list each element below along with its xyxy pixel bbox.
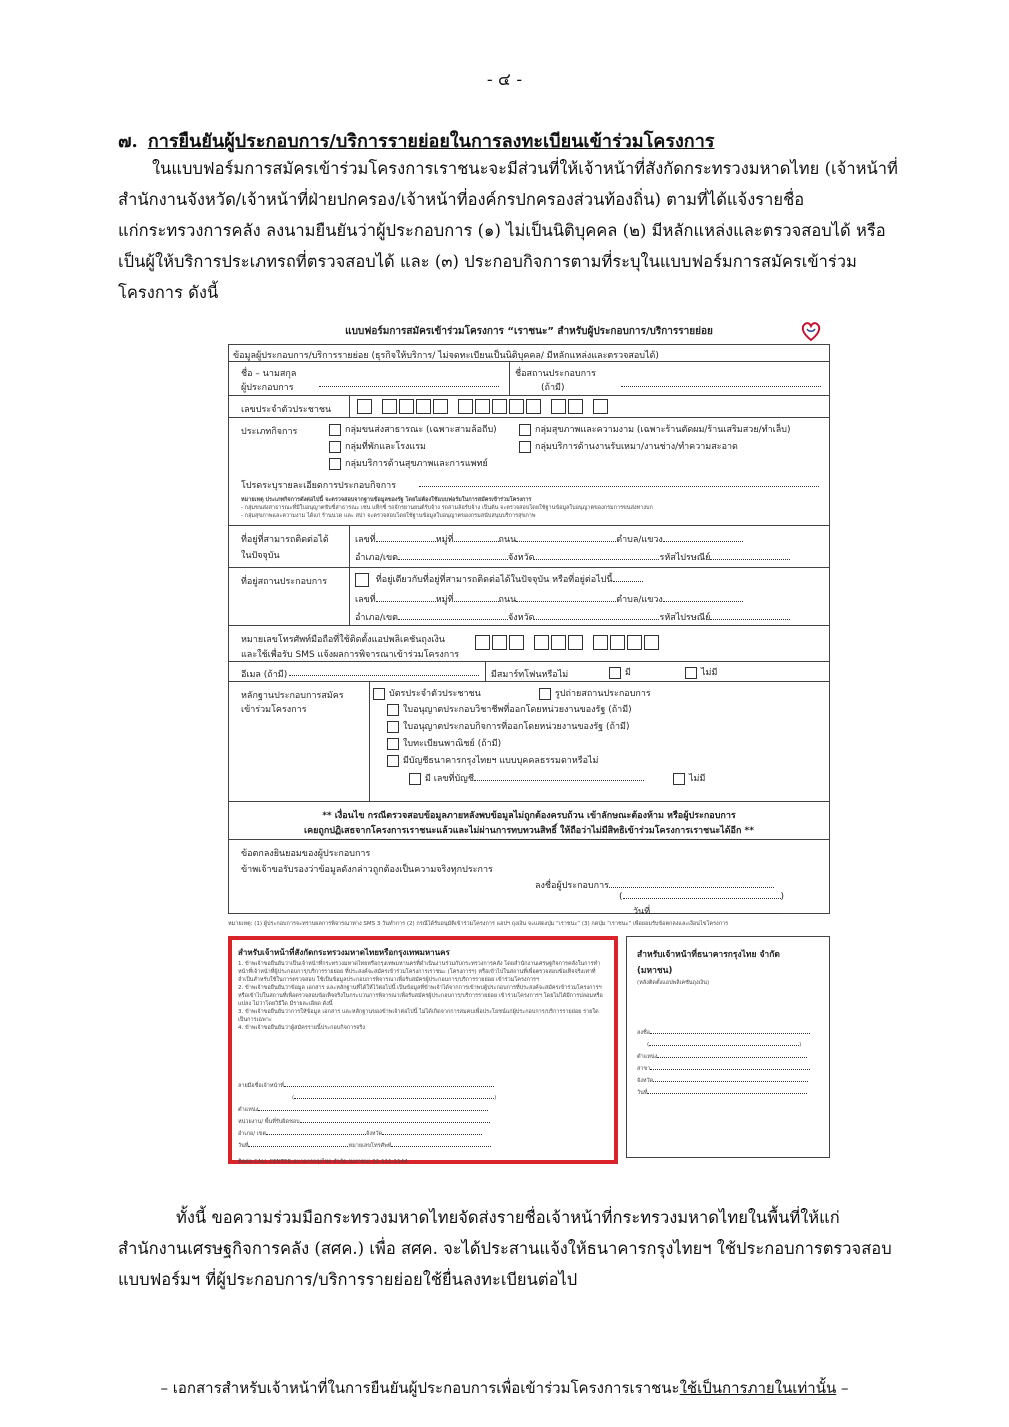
- business-address-label: ที่อยู่สถานประกอบการ: [241, 577, 328, 587]
- footer-underlined: ใช้เป็นการภายในเท่านั้น: [679, 1379, 837, 1397]
- same-address-option[interactable]: ที่อยู่เดียวกับที่อยู่ที่สามารถติดต่อได้ในปัจจุบัน หรือที่อยู่ต่อไปนี้: [355, 572, 643, 587]
- business-option[interactable]: กลุ่มบริการด้านสุขภาพและการแพทย์: [329, 456, 488, 470]
- name-label-2: ผู้ประกอบการ: [241, 383, 294, 393]
- closing-line: ทั้งนี้ ขอความร่วมมือกระทรวงมหาดไทยจัดส่งรายชื่อเจ้าหน้าที่กระทรวงมหาดไทยในพื้นที่ให้แก่: [176, 1208, 840, 1227]
- phone-number-boxes[interactable]: [475, 635, 659, 650]
- bank-officer-section: [626, 936, 830, 1158]
- bank-date-field[interactable]: วันที่: [637, 1089, 807, 1097]
- form-title: แบบฟอร์มการสมัครเข้าร่วมโครงการ “เราชนะ” สำหรับผู้ประกอบการ/บริการรายย่อย: [345, 326, 713, 337]
- contact-address-line-1[interactable]: เลขที่ หมู่ที่ ถนน ตำบล/แขวง: [355, 532, 743, 546]
- bank-province-field[interactable]: จังหวัด: [637, 1077, 808, 1085]
- rao-chana-logo-icon: [798, 318, 824, 344]
- id-label: เลขประจำตัวประชาชน: [241, 405, 332, 415]
- signature-field[interactable]: ลงชื่อผู้ประกอบการ: [535, 878, 774, 892]
- business-option[interactable]: กลุ่มขนส่งสาธารณะ (เฉพาะสามล้อถีบ): [329, 422, 497, 436]
- intro-line: ในแบบฟอร์มการสมัครเข้าร่วมโครงการเราชนะจะมีส่วนที่ให้เจ้าหน้าที่สังกัดกระทรวงมหาดไทย (เจ้าหน้าที่: [152, 159, 898, 178]
- call-center-note: ติดต่อ CALL CENTER ธนาคารกรุงไทย จำกัด (มหาชน) 02-111-1144: [238, 1159, 408, 1165]
- bank-sign-field[interactable]: ลงชื่อ: [637, 1029, 810, 1037]
- form-table: [228, 344, 830, 917]
- footer-text: – เอกสารสำหรับเจ้าหน้าที่ในการยืนยันผู้ประกอบการเพื่อเข้าร่วมโครงการเราชนะ: [160, 1379, 680, 1397]
- footer-dash: –: [840, 1379, 849, 1397]
- form-bottom-note: หมายเหตุ: (1) ผู้ประกอบการจะทราบผลการพิจารณาทาง SMS 3 วันทำการ (2) กรณีได้รับอนุมัติเข้าร่วมโครงการ แอปฯ ถุงเงิน จะแสดงปุ่ม “เราชนะ” (3) กดปุ่ม “เราชนะ” เพื่อยอมรับข้อตกลงและเงื่อนไขโครงการ: [228, 921, 729, 927]
- agreement-text: ข้าพเจ้าขอรับรองว่าข้อมูลดังกล่าวถูกต้องเป็นความจริงทุกประการ: [241, 865, 493, 875]
- evidence-option[interactable]: มีบัญชีธนาคารกรุงไทยฯ แบบบุคคลธรรมดาหรือไม่: [387, 753, 598, 767]
- intro-line: โครงการ ดังนี้: [118, 283, 219, 302]
- intro-line: สำนักงานจังหวัด/เจ้าหน้าที่ฝ่ายปกครอง/เจ้าหน้าที่องค์กรปกครองส่วนท้องถิ่น) ตามที่ได้แจ้งรายชื่อ: [118, 190, 805, 209]
- closing-paragraph: [118, 1202, 902, 1295]
- moi-district-province-field[interactable]: อำเภอ/ เขต จังหวัด: [238, 1130, 482, 1138]
- contact-address-label: ที่อยู่ที่สามารถติดต่อได้: [241, 535, 329, 545]
- name-field[interactable]: [319, 386, 499, 387]
- business-note: หมายเหตุ ประเภทกิจการดังต่อไปนี้ จะตรวจสอบจากฐานข้อมูลของรัฐ โดยไม่ต้องใช้แบบฟอร์มในการสมัครเข้าร่วมโครงการ - กลุ่มขนส่งสาธารณะที่มีใบอนุญาตขับขี่สาธารณะ เช่น แท็กซี่ รถจักรยานยนต์รับจ้าง รถสามล้อรับจ้าง เป็นต้น จะตรวจสอบโดยใช้ฐานข้อมูลใบอนุญาตของกรมการขนส่งทางบก - กลุ่มสุขภาพและความงาม ได้แก่ ร้านนวด และ สปา จะตรวจสอบโดยใช้ฐานข้อมูลใบอนุญาตของกรมสนับสนุนบริการสุขภาพ: [241, 497, 653, 519]
- bank-section-subtitle: (หลังติดตั้งแอปพลิเคชันถุงเงิน): [637, 980, 710, 986]
- shop-name-label: ชื่อสถานประกอบการ: [515, 369, 596, 379]
- moi-sign-field[interactable]: ลายมือชื่อเจ้าหน้าที่: [238, 1082, 494, 1090]
- moi-officer-section-highlight: [228, 936, 618, 1164]
- page-number: - ๔ -: [486, 70, 523, 90]
- heading-number: ๗.: [118, 131, 138, 152]
- moi-agency-field[interactable]: หน่วยงาน/ พื้นที่รับผิดชอบ: [238, 1118, 490, 1126]
- business-type-label: ประเภทกิจการ: [241, 427, 298, 437]
- describe-field[interactable]: [419, 486, 819, 487]
- evidence-option[interactable]: ใบทะเบียนพาณิชย์ (ถ้ามี): [387, 736, 501, 750]
- signature-name-field[interactable]: ( ): [619, 892, 785, 902]
- smartphone-no-option[interactable]: ไม่มี: [685, 665, 717, 679]
- shop-name-label-2: (ถ้ามี): [541, 383, 565, 393]
- bank-branch-field[interactable]: สาขา: [637, 1065, 810, 1073]
- describe-label: โปรดระบุรายละเอียดการประกอบกิจการ: [241, 481, 397, 491]
- email-label: อีเมล (ถ้ามี): [241, 670, 288, 680]
- agreement-title: ข้อตกลงยินยอมของผู้ประกอบการ: [241, 849, 371, 859]
- evidence-option[interactable]: รูปถ่ายสถานประกอบการ: [539, 686, 651, 700]
- shop-name-field[interactable]: [621, 386, 821, 387]
- closing-line: สำนักงานเศรษฐกิจการคลัง (สศค.) เพื่อ สศค. จะได้ประสานแจ้งให้ธนาคารกรุงไทยฯ ใช้ประกอบการตรวจสอบ: [118, 1239, 892, 1258]
- contact-address-line-2[interactable]: อำเภอ/เขต จังหวัด รหัสไปรษณีย์: [355, 550, 790, 564]
- condition-line: ** เงื่อนไข กรณีตรวจสอบข้อมูลภายหลังพบข้อมูลไม่ถูกต้องครบถ้วน เข้าลักษณะต้องห้าม หรือผู้ประกอบการ: [322, 811, 736, 821]
- condition-line: เคยถูกปฏิเสธจากโครงการเราชนะแล้วและไม่ผ่านการทบทวนสิทธิ์ ให้ถือว่าไม่มีสิทธิเข้าร่วมโครงการเราชนะได้อีก **: [304, 826, 754, 836]
- evidence-option[interactable]: ใบอนุญาตประกอบวิชาชีพที่ออกโดยหน่วยงานของรัฐ (ถ้ามี): [387, 702, 632, 716]
- bank-section-title-2: (มหาชน): [637, 966, 673, 976]
- heading-text: การยืนยันผู้ประกอบการ/บริการรายย่อยในการลงทะเบียนเข้าร่วมโครงการ: [147, 131, 715, 152]
- intro-line: แก่กระทรวงการคลัง ลงนามยืนยันว่าผู้ประกอบการ (๑) ไม่เป็นนิติบุคคล (๒) มีหลักแหล่งและตรวจสอบได้ หรือ: [118, 221, 886, 240]
- phone-label-2: และใช้เพื่อรับ SMS แจ้งผลการพิจารณาเข้าร่วมโครงการ: [241, 650, 460, 660]
- name-label: ชื่อ – นามสกุล: [241, 369, 297, 379]
- moi-section-title: สำหรับเจ้าหน้าที่สังกัดกระทรวงมหาดไทยหรือกรุงเทพมหานคร: [238, 948, 450, 957]
- business-option[interactable]: กลุ่มสุขภาพและความงาม (เฉพาะร้านตัดผม/ร้านเสริมสวย/ทำเล็บ): [519, 422, 790, 436]
- intro-line: เป็นผู้ให้บริการประเภทรถที่ตรวจสอบได้ และ (๓) ประกอบกิจการตามที่ระบุในแบบฟอร์มการสมัครเข้าร่วม: [118, 252, 857, 271]
- business-option[interactable]: กลุ่มที่พักและโรงแรม: [329, 439, 426, 453]
- business-option[interactable]: กลุ่มบริการด้านงานรับเหมา/งานช่าง/ทำความสะอาด: [519, 439, 738, 453]
- email-field[interactable]: [289, 675, 479, 676]
- section-heading: [118, 126, 714, 155]
- moi-date-phone-field[interactable]: วันที่ หมายเลขโทรศัพท์: [238, 1142, 491, 1150]
- phone-label: หมายเลขโทรศัพท์มือถือที่ใช้ติดตั้งแอปพลิเคชันถุงเงิน: [241, 635, 445, 645]
- smartphone-label: มีสมาร์ทโฟนหรือไม่: [491, 670, 569, 680]
- form-section-header: ข้อมูลผู้ประกอบการ/บริการรายย่อย (ธุรกิจให้บริการ/ ไม่จดทะเบียนเป็นนิติบุคคล/ มีหลักแหล่งและตรวจสอบได้): [233, 351, 659, 361]
- business-address-line-1[interactable]: เลขที่ หมู่ที่ ถนน ตำบล/แขวง: [355, 592, 743, 606]
- contact-address-label-2: ในปัจจุบัน: [241, 551, 280, 561]
- bank-position-field[interactable]: ตำแหน่ง: [637, 1053, 807, 1061]
- evidence-label: หลักฐานประกอบการสมัคร: [241, 691, 344, 701]
- account-no-option[interactable]: ไม่มี: [673, 771, 705, 785]
- registration-form-image: [228, 318, 830, 1166]
- smartphone-yes-option[interactable]: มี: [609, 665, 631, 679]
- account-yes-option[interactable]: มี เลขที่บัญชี: [409, 771, 644, 785]
- bank-name-field[interactable]: ( ): [647, 1042, 802, 1048]
- closing-line: แบบฟอร์มฯ ที่ผู้ประกอบการ/บริการรายย่อยใช้ยื่นลงทะเบียนต่อไป: [118, 1270, 578, 1289]
- evidence-option[interactable]: ใบอนุญาตประกอบกิจการที่ออกโดยหน่วยงานของรัฐ (ถ้ามี): [387, 719, 629, 733]
- id-number-boxes[interactable]: [357, 399, 608, 414]
- evidence-option[interactable]: บัตรประจำตัวประชาชน: [373, 686, 481, 700]
- evidence-label-2: เข้าร่วมโครงการ: [241, 705, 307, 715]
- business-address-line-2[interactable]: อำเภอ/เขต จังหวัด รหัสไปรษณีย์: [355, 610, 790, 624]
- intro-paragraph: [118, 153, 902, 308]
- bank-section-title: สำหรับเจ้าหน้าที่ธนาคารกรุงไทย จำกัด: [637, 950, 780, 960]
- moi-position-field[interactable]: ตำแหน่ง: [238, 1106, 488, 1114]
- footer-note: [0, 1376, 1009, 1400]
- moi-name-field[interactable]: ( ): [292, 1095, 497, 1101]
- signature-date-field[interactable]: วันที่: [633, 904, 780, 918]
- moi-statements: 1. ข้าพเจ้าขอยืนยันว่าเป็นเจ้าหน้าที่กระทรวงมหาดไทยหรือกรุงเทพมหานครที่ดำเนินงานร่วมกับกระทรวงการคลัง โดยสำนักงานเศรษฐกิจการคลังในการทำหน้าที่เจ้าหน้าที่ผู้ประกอบการ/บริการรายย่อย ที่ประสงค์จะสมัครเข้าร่วมโครงการเราชนะ (โครงการฯ) หรือเข้าไปในสถานที่เพื่อตรวจสอบข้อเท็จจริงเท่าที่จำเป็นสำหรับใช้ในการตรวจสอบ ใช้เป็นข้อมูลประกอบการพิจารณาเพื่อรับสมัครผู้ประกอบการ/บริการรายย่อย เข้าร่วมโครงการฯ 2. ข้าพเจ้าขอยืนยันว่าข้อมูล เอกสาร และหลักฐานที่ได้ให้ไว้ต่อไปนี้ เป็นข้อมูลที่ข้าพเจ้าได้จากการเข้าพบผู้ประกอบการที่ประสงค์จะสมัครเข้าร่วมโครงการฯ หรือเข้าไปในสถานที่เพื่อตรวจสอบข้อเท็จจริงในกระบวนการพิจารณาเพื่อรับสมัครผู้ประกอบการ/บริการรายย่อย เข้าร่วมโครงการฯ โดยไม่ได้มีการปลอมหรือแปลง ไม่ว่าโดยวิธีใด มีรายละเอียด ดังนี้ 3. ข้าพเจ้าขอยืนยันว่าการให้ข้อมูล เอกสาร และหลักฐานของข้าพเจ้าต่อไปนี้ ไม่ได้เกิดจากการสมคบเพื่อประโยชน์แก่ผู้ประกอบการ/บริการรายย่อย รายใดเป็นการเฉพาะ 4. ข้าพเจ้าขอยืนยันว่าผู้สมัครรายนี้ประกอบกิจการจริง: [238, 961, 603, 1031]
